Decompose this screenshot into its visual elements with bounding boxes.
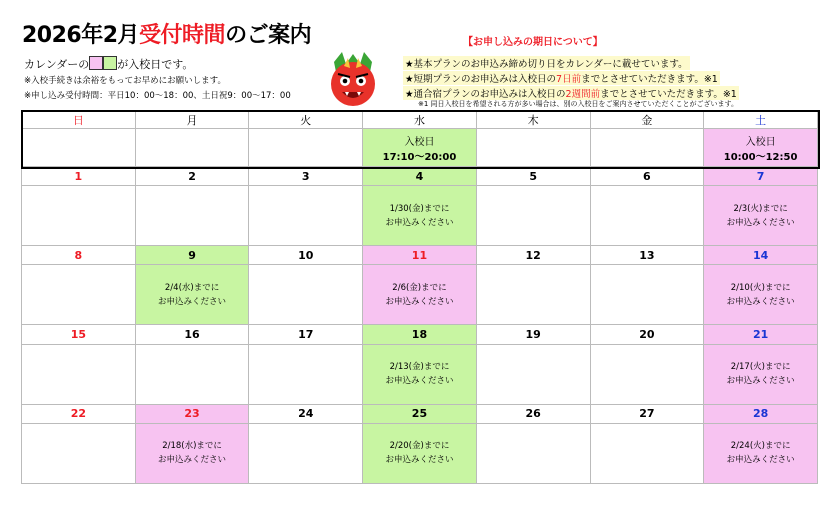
deadline-note	[249, 423, 363, 483]
date-number: 3	[249, 166, 363, 185]
deadline-note: 2/10(火)までに お申込みください	[704, 265, 818, 325]
deadline-note: 2/17(火)までに お申込みください	[704, 344, 818, 404]
week-3-dates	[22, 325, 818, 344]
weekday-mon: 月	[135, 111, 249, 129]
deadline-note: 2/20(金)までに お申込みください	[363, 423, 477, 483]
calendar-table	[21, 110, 818, 484]
legend-text: カレンダーの	[24, 58, 90, 71]
weekday-wed: 水	[363, 111, 477, 129]
notice-text-2b: までとさせていただきます。※1	[581, 74, 718, 85]
date-number: 6	[590, 166, 704, 185]
date-number: 10	[249, 246, 363, 265]
date-number: 26	[476, 404, 590, 423]
title-accent: 受付時間	[139, 23, 226, 48]
date-number: 27	[590, 404, 704, 423]
date-number: 16	[135, 325, 249, 344]
date-number: 14	[704, 246, 818, 265]
note-2: ※申し込み受付時間：平日10：00～18：00、土日祝9：00～17：00	[24, 91, 291, 101]
date-number: 22	[22, 404, 136, 423]
weekday-fri: 金	[590, 111, 704, 129]
week-2-dates	[22, 246, 818, 265]
deadline-note: 2/3(火)までに お申込みください	[704, 186, 818, 246]
legend-text-after: が入校日です。	[117, 58, 194, 71]
notice-text-1: ★基本プランのお申込み締め切り日をカレンダーに載せています。	[405, 59, 688, 70]
title-suffix: のご案内	[225, 23, 312, 48]
week-1-dates	[22, 166, 818, 185]
notice-title: 【お申し込みの期日について】	[463, 37, 603, 48]
weekday-tue: 火	[249, 111, 363, 129]
note-1: ※入校手続きは余裕をもってお早めにお願いします。	[24, 76, 226, 86]
entry-time: 17:10～20:00	[382, 151, 457, 163]
legend-line	[24, 56, 193, 72]
deadline-note	[476, 265, 590, 325]
entry-cell	[22, 129, 136, 167]
week-3-notes	[22, 344, 818, 404]
deadline-note	[22, 344, 136, 404]
date-number: 18	[363, 325, 477, 344]
date-number: 1	[22, 166, 136, 185]
date-number: 11	[363, 246, 477, 265]
pink-swatch	[89, 56, 103, 70]
notice-text-3-red: 2週間前	[565, 89, 601, 100]
deadline-note	[590, 265, 704, 325]
date-number: 19	[476, 325, 590, 344]
page-title	[22, 18, 311, 49]
notice-line-2	[403, 71, 720, 85]
deadline-note	[249, 265, 363, 325]
weekday-sun: 日	[22, 111, 136, 129]
deadline-note	[476, 423, 590, 483]
deadline-note	[590, 423, 704, 483]
notice-text-2-red: 7日前	[556, 74, 582, 85]
notice-text-3b: までとさせていただきます。※1	[600, 89, 737, 100]
deadline-note	[22, 186, 136, 246]
weekday-thu: 木	[476, 111, 590, 129]
entry-cell	[590, 129, 704, 167]
deadline-note: 2/6(金)までに お申込みください	[363, 265, 477, 325]
week-2-notes	[22, 265, 818, 325]
deadline-note	[22, 265, 136, 325]
entry-cell-wed	[363, 129, 477, 167]
deadline-note	[135, 344, 249, 404]
entry-cell	[135, 129, 249, 167]
entry-time-row	[22, 129, 818, 167]
oni-mascot-icon	[326, 52, 380, 114]
entry-time: 10:00～12:50	[723, 151, 798, 163]
deadline-note	[590, 186, 704, 246]
date-number: 13	[590, 246, 704, 265]
weekday-header	[22, 111, 818, 129]
week-4-dates	[22, 404, 818, 423]
date-number: 15	[22, 325, 136, 344]
entry-cell	[249, 129, 363, 167]
entry-label: 入校日	[404, 136, 435, 148]
date-number: 8	[22, 246, 136, 265]
deadline-note	[249, 344, 363, 404]
deadline-note	[476, 344, 590, 404]
date-number: 25	[363, 404, 477, 423]
date-number: 17	[249, 325, 363, 344]
title-month: 2026年2月	[22, 23, 140, 48]
date-number: 2	[135, 166, 249, 185]
deadline-note	[135, 186, 249, 246]
weekday-sat: 土	[704, 111, 818, 129]
date-number: 7	[704, 166, 818, 185]
notice-text-3a: ★通合宿プランのお申込みは入校日の	[405, 89, 566, 100]
date-number: 9	[135, 246, 249, 265]
notice-line-1	[403, 56, 690, 70]
entry-cell	[476, 129, 590, 167]
week-4-notes	[22, 423, 818, 483]
date-number: 20	[590, 325, 704, 344]
entry-label: 入校日	[745, 136, 776, 148]
green-swatch	[103, 56, 117, 70]
deadline-note	[249, 186, 363, 246]
date-number: 24	[249, 404, 363, 423]
week-1-notes	[22, 186, 818, 246]
deadline-note: 2/24(火)までに お申込みください	[704, 423, 818, 483]
notice-footnote: ※1 同日入校日を希望される方が多い場合は、別の入校日をご案内させていただくことがございます。	[418, 100, 738, 108]
date-number: 12	[476, 246, 590, 265]
date-number: 28	[704, 404, 818, 423]
date-number: 4	[363, 166, 477, 185]
entry-cell-sat	[704, 129, 818, 167]
deadline-note: 1/30(金)までに お申込みください	[363, 186, 477, 246]
date-number: 5	[476, 166, 590, 185]
date-number: 21	[704, 325, 818, 344]
deadline-note	[22, 423, 136, 483]
deadline-note: 2/4(水)までに お申込みください	[135, 265, 249, 325]
date-number: 23	[135, 404, 249, 423]
deadline-note	[476, 186, 590, 246]
deadline-note: 2/13(金)までに お申込みください	[363, 344, 477, 404]
deadline-note	[590, 344, 704, 404]
deadline-note: 2/18(水)までに お申込みください	[135, 423, 249, 483]
notice-text-2a: ★短期プランのお申込みは入校日の	[405, 74, 557, 85]
notice-line-3	[403, 86, 739, 100]
